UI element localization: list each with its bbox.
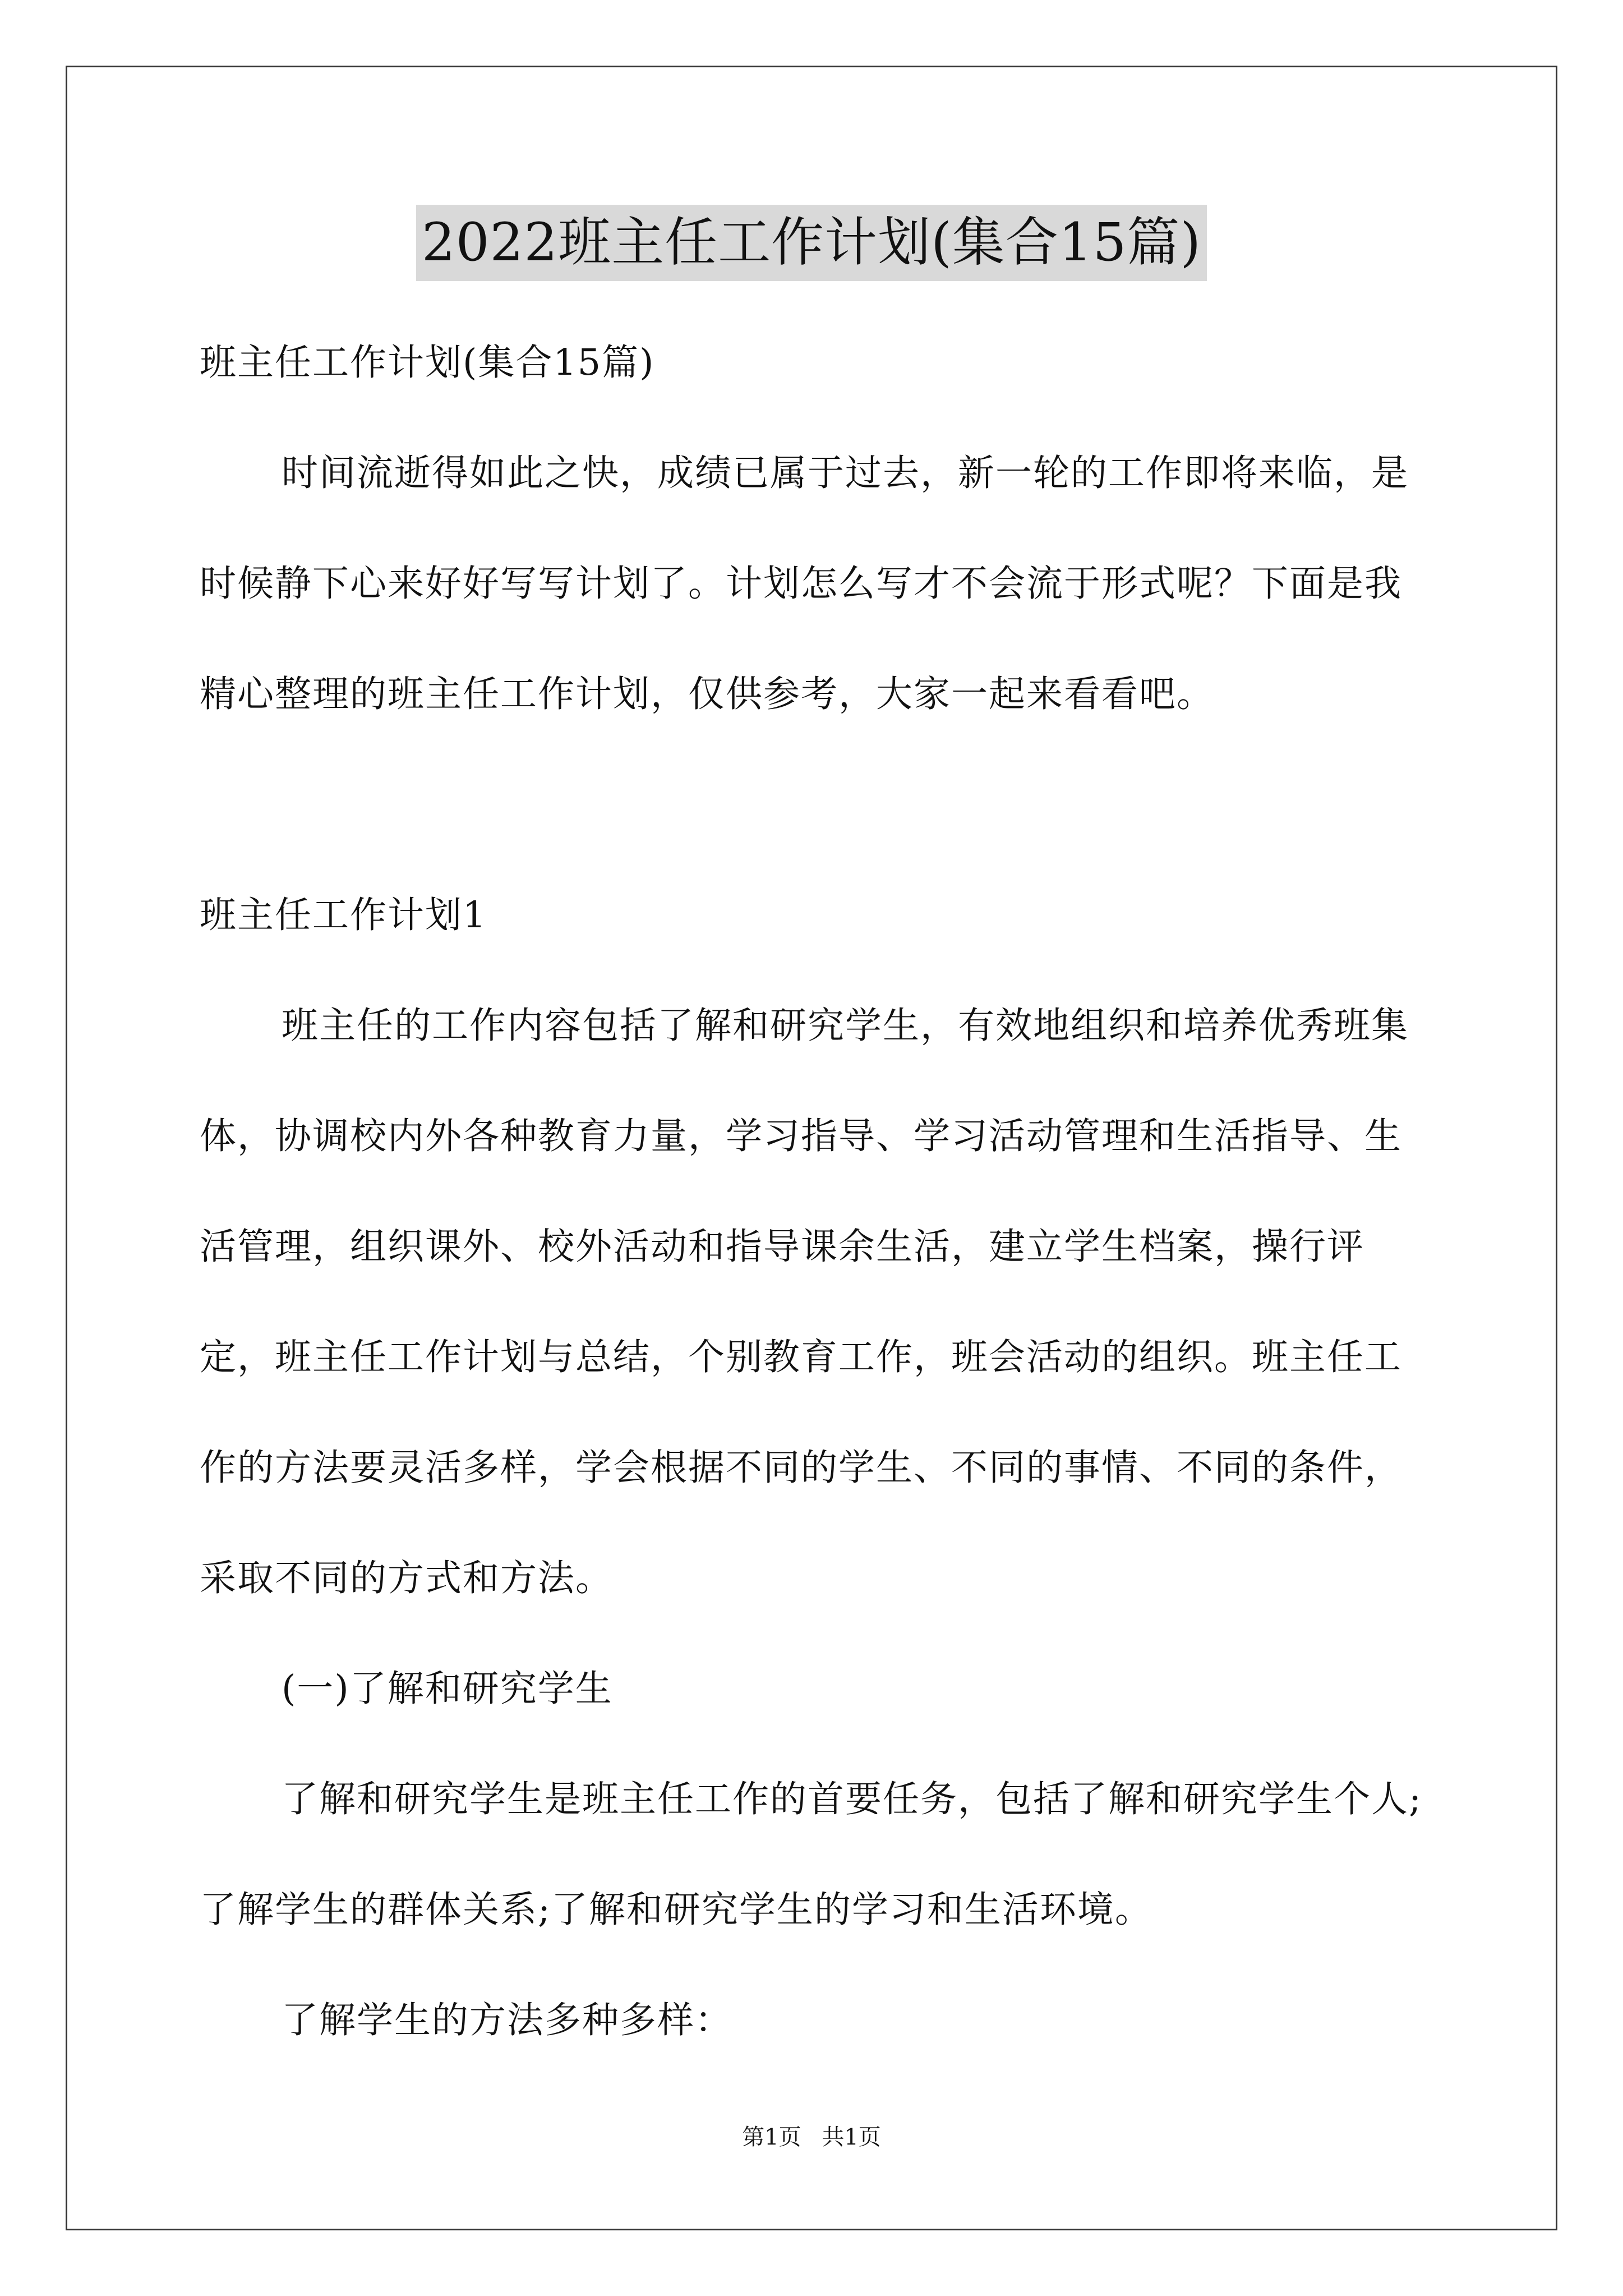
body-paragraph-1: 班主任的工作内容包括了解和研究学生，有效地组织和培养优秀班集体，协调校内外各种教育力量，学习指导、学习活动管理和生活指导、生活管理，组织课外、校外活动和指导课余生活，建立学生档案，操行评定，班主任工作计划与总结，个别教育工作，班会活动的组织。班主任工作的方法要灵活多样，学会根据不同的学生、不同的事情、不同的条件，采取不同的方式和方法。 — [200, 1005, 1409, 1599]
subheading-1: (一)了解和研究学生 — [282, 1668, 613, 1710]
document-title: 2022班主任工作计划(集合15篇) — [416, 205, 1207, 281]
title-container — [0, 205, 1623, 281]
intro-paragraph: 时间流逝得如此之快，成绩已属于过去，新一轮的工作即将来临，是时候静下心来好好写写计划了。计划怎么写才不会流于形式呢？下面是我精心整理的班主任工作计划，仅供参考，大家一起来看看吧。 — [200, 452, 1409, 715]
page-footer — [0, 2120, 1623, 2154]
section-heading: 班主任工作计划1 — [200, 894, 487, 936]
page-number: 第1页 — [742, 2124, 801, 2150]
body-paragraph-3: 了解学生的方法多种多样： — [282, 1999, 733, 2041]
body-paragraph-2: 了解和研究学生是班主任工作的首要任务，包括了解和研究学生个人;了解学生的群体关系;了解和研究学生的学习和生活环境。 — [200, 1778, 1422, 1931]
page-total: 共1页 — [822, 2124, 881, 2150]
document-body — [200, 307, 1428, 2076]
blank-line — [200, 749, 1428, 860]
subtitle: 班主任工作计划(集合15篇) — [200, 342, 655, 384]
